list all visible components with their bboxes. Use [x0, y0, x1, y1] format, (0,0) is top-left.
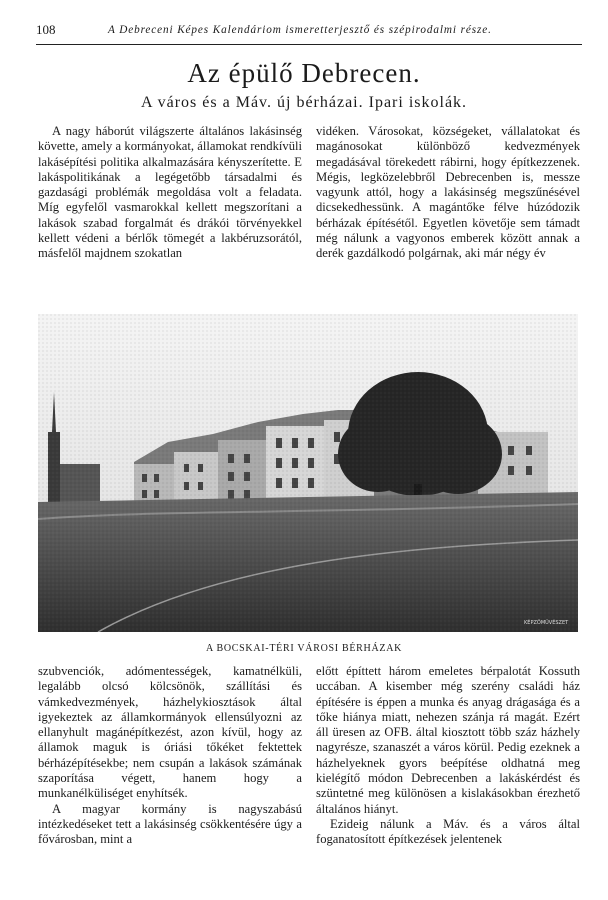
page-number: 108: [36, 22, 56, 37]
column-top-right: [316, 124, 580, 262]
photo-caption: A BOCSKAI-TÉRI VÁROSI BÉRHÁZAK: [205, 643, 403, 654]
article-subtitle: A város és a Máv. új bérházai. Ipari iskolák.: [140, 94, 468, 111]
column-bottom-left: [38, 664, 302, 848]
header-rule: [36, 44, 582, 45]
paragraph: előtt építtett három emeletes bérpalotát Kossuth uccában. A kisember még szerény családi ház építésére is éppen a munka és anyag drágasága és a tőke hiánya miatt, nehezen szánja rá magát. Ezért áll üresen az OFB. által kiosztott több száz házhely nagyrésze, szanaszét a város körül. Pedig ezeknek a házhelyeknek gyors beépítése oldhatná meg kielégítő módon Debrecenben a lakáskérdést és szüntetné meg különösen a kislakásokban érezhető általános hiányt.: [316, 664, 580, 816]
paragraph: Ezideig nálunk a Máv. és a város által foganatosított építkezések jelentenek: [316, 816, 580, 847]
photo-credit: KÉPZŐMŰVÉSZET: [524, 620, 569, 626]
photo-bocskai-square-apartments: [38, 314, 578, 632]
column-bottom-right: [316, 664, 580, 848]
paragraph: A magyar kormány is nagyszabású intézkedéseket tett a lakásinség csökkentésére úgy a fővárosban, mint a: [38, 801, 302, 847]
paragraph: szubvenciók, adómentességek, kamatnélküli, legalább olcsó kölcsönök, szállítási és vámkedvezmények, házhelykiosztások által igyekeztek az államkormányok ellensúlyozni az ellanyhult magánépítkezést, azon kívül, hogy az államok maguk is óriási tőkéket fektettek bérházépítésekbe; nem csupán a lakások számának szaporítása végett, hanem hogy a munkanélküliséget enyhítsék.: [38, 664, 302, 801]
paragraph: A nagy háborút világszerte általános lakásinség követte, amely a kormányokat, államokat rendkívüli lakásépítési politika alkalmazására kényszerítette. E lakáspolitikának a legégetőbb társadalmi és gazdasági problémák megoldása volt a feladata. Míg egyfelől vasmarokkal kellett megszorítani a lakások szabad forgalmát és drákói törvényekkel kellett védeni a bérlők tömegét a lakbéruzsorától, másfelől majdnem szokatlan: [38, 124, 302, 261]
article-title: Az épülő Debrecen.: [187, 58, 421, 88]
paragraph: vidéken. Városokat, községeket, vállalatokat és magánosokat különböző kedvezmények megadásával törekedett rábirni, hogy építkezzenek. Mégis, legközelebbről Debrecenben is, messze vagyunk attól, hogy a lakásinség megszűnésével dicsekedhessünk. A magántőke félve húzódozik bérházak építésétől. Egyetlen követője sem támadt még nálunk a vagyonos emberek között annak a derék gazdálkodó polgárnak, aki már négy év: [316, 124, 580, 261]
running-title: A Debreceni Képes Kalendáriom ismeretterjesztő és szépirodalmi része.: [108, 24, 492, 36]
column-top-left: [38, 124, 302, 262]
